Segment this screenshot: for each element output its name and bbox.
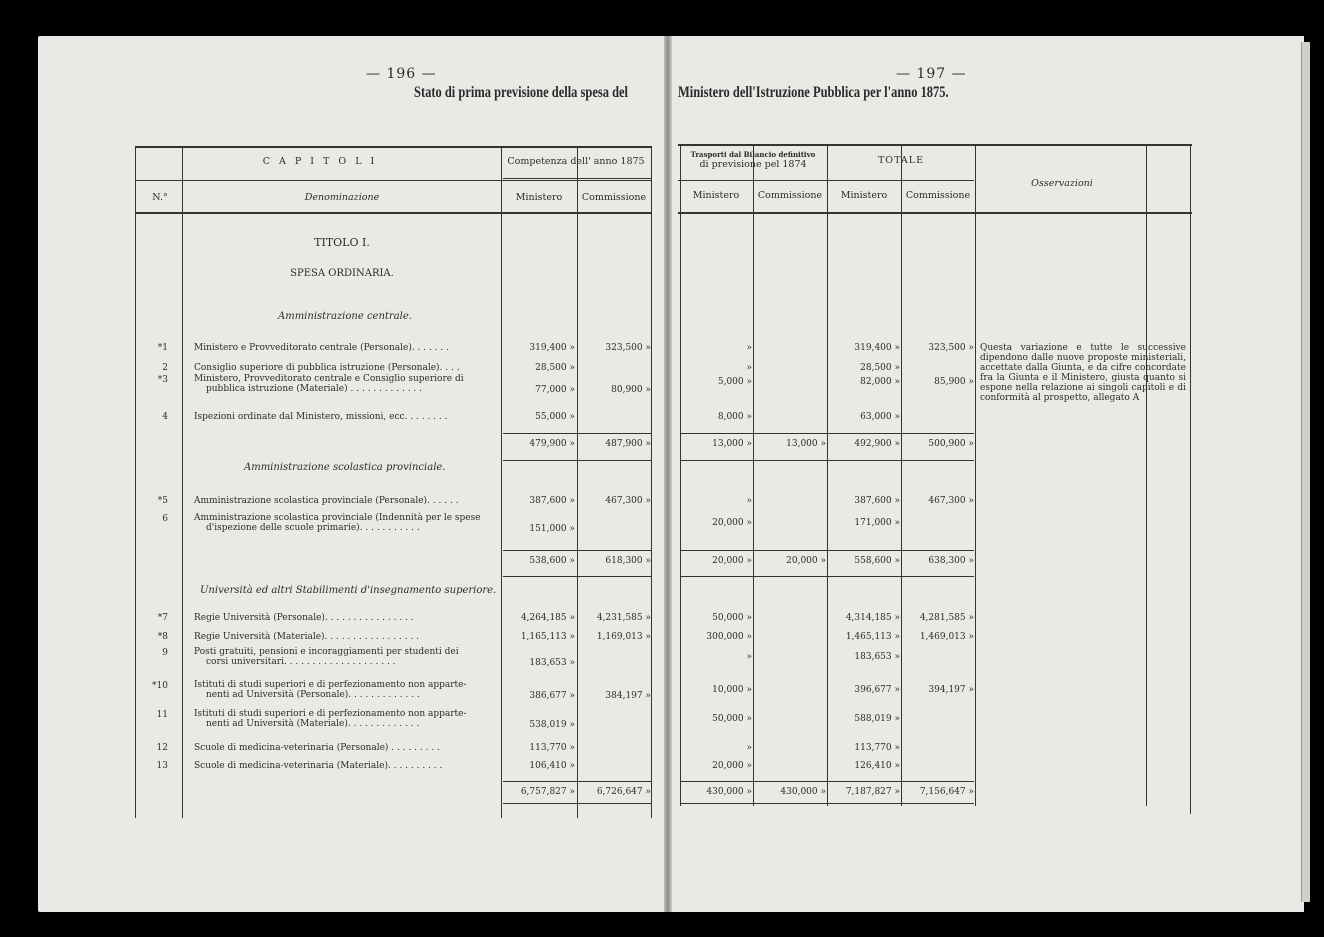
subtotal-rule xyxy=(503,460,651,461)
left-col-line xyxy=(501,146,502,818)
chapter-denominazione: Istituti di studi superiori e di perfezionamento non apparte- xyxy=(194,680,467,690)
competenza-ministero-value: 106,410 » xyxy=(529,761,575,771)
page-edge xyxy=(1301,42,1310,902)
trasporti-ministero-value: 50,000 » xyxy=(712,613,752,623)
left-border xyxy=(135,146,136,818)
competenza-commissione-value: 1,169,013 » xyxy=(596,632,651,642)
competenza-ministero-value: 387,600 » xyxy=(529,496,575,506)
trasporti-ministero-value: » xyxy=(746,363,752,373)
chapter-denominazione-cont: corsi universitari. . . . . . . . . . . . . . . . . . . . xyxy=(206,657,396,667)
totale-ministero-value: 113,770 » xyxy=(854,743,900,753)
titolo-heading: TITOLO I. xyxy=(314,236,370,249)
chapter-denominazione: Scuole di medicina-veterinaria (Personale) . . . . . . . . . xyxy=(194,743,440,753)
competenza-ministero-value: 113,770 » xyxy=(529,743,575,753)
chapter-number: 12 xyxy=(156,743,168,753)
trasporti-ministero-value: 300,000 » xyxy=(706,632,752,642)
left-header-bottom xyxy=(135,212,652,214)
chapter-denominazione: Ministero e Provveditorato centrale (Personale). . . . . . . xyxy=(194,343,450,353)
sum-line xyxy=(503,781,651,782)
sum-line xyxy=(680,550,974,551)
chapter-denominazione: Posti gratuiti, pensioni e incoraggiamenti per studenti dei xyxy=(194,647,459,657)
right-col-line xyxy=(753,146,754,806)
right-page-number: — 197 — xyxy=(896,66,967,82)
chapter-denominazione: Amministrazione scolastica provinciale (Indennità per le spese xyxy=(194,513,481,523)
trasporti-ministero-value: » xyxy=(746,743,752,753)
competenza-commissione-value: 487,900 » xyxy=(605,439,651,449)
header-trasporti-ministero: Ministero xyxy=(692,190,740,201)
header-denominazione: Denominazione xyxy=(304,192,380,203)
trasporti-ministero-value: 13,000 » xyxy=(712,439,752,449)
totale-commissione-value: 85,900 » xyxy=(934,377,974,387)
section-universita: Università ed altri Stabilimenti d'insegnamento superiore. xyxy=(200,585,497,596)
totale-ministero-value: 588,019 » xyxy=(854,714,900,724)
left-col-line xyxy=(182,146,183,818)
left-col-line xyxy=(651,146,652,818)
right-top-border xyxy=(678,144,1192,146)
totale-ministero-value: 63,000 » xyxy=(860,412,900,422)
header-totale-commissione: Commissione xyxy=(905,190,971,201)
competenza-ministero-value: 151,000 » xyxy=(529,524,575,534)
left-title: Stato di prima previsione della spesa del xyxy=(414,84,629,101)
header-competenza: Competenza dell' anno 1875 xyxy=(507,156,645,167)
subtotal-rule xyxy=(680,576,974,577)
right-col-line xyxy=(975,146,976,806)
spesa-heading: SPESA ORDINARIA. xyxy=(290,268,394,279)
totale-ministero-value: 82,000 » xyxy=(860,377,900,387)
observation-note: Questa variazione e tutte le successive dipendono dalle nuove proposte ministeriali, accettate dalla Giunta, e da cifre concordate fra la Giunta e il Ministero, giusta quanto si espone nella relazione ai singoli capitoli e di conformità al prospetto, allegato A xyxy=(980,343,1186,403)
totale-ministero-value: 171,000 » xyxy=(854,518,900,528)
header-num: N.° xyxy=(152,192,168,203)
header-totale-ministero: Ministero xyxy=(840,190,888,201)
book-spine xyxy=(664,36,672,912)
header-totale: TOTALE xyxy=(877,155,925,166)
totale-ministero-value: 183,653 » xyxy=(854,652,900,662)
left-col-line xyxy=(577,146,578,818)
trasporti-ministero-value: 5,000 » xyxy=(717,377,752,387)
left-header-mid xyxy=(135,180,652,181)
subtotal-rule xyxy=(503,576,651,577)
trasporti-commissione-value: 13,000 » xyxy=(786,439,826,449)
chapter-number: *5 xyxy=(157,496,168,506)
totale-commissione-value: 4,281,585 » xyxy=(919,613,974,623)
trasporti-ministero-value: 10,000 » xyxy=(712,685,752,695)
chapter-denominazione: Ministero, Provveditorato centrale e Consiglio superiore di xyxy=(194,374,464,384)
competenza-ministero-value: 55,000 » xyxy=(535,412,575,422)
chapter-denominazione-cont: nenti ad Università (Materiale). . . . . . . . . . . . . xyxy=(206,719,420,729)
sum-line xyxy=(503,550,651,551)
totale-ministero-value: 1,465,113 » xyxy=(845,632,900,642)
chapter-denominazione: Consiglio superiore di pubblica istruzione (Personale). . . . xyxy=(194,363,460,373)
competenza-ministero-value: 6,757,827 » xyxy=(520,787,575,797)
competenza-commissione-value: 6,726,647 » xyxy=(596,787,651,797)
trasporti-ministero-value: » xyxy=(746,343,752,353)
right-header-bottom xyxy=(678,212,1192,214)
trasporti-commissione-value: 20,000 » xyxy=(786,556,826,566)
competenza-commissione-value: 618,300 » xyxy=(605,556,651,566)
trasporti-ministero-value: 50,000 » xyxy=(712,714,752,724)
totale-commissione-value: 323,500 » xyxy=(928,343,974,353)
trasporti-ministero-value: 8,000 » xyxy=(717,412,752,422)
totale-commissione-value: 500,900 » xyxy=(928,439,974,449)
totale-ministero-value: 558,600 » xyxy=(854,556,900,566)
chapter-number: *1 xyxy=(157,343,168,353)
competenza-ministero-value: 538,019 » xyxy=(529,720,575,730)
chapter-denominazione-cont: d'ispezione delle scuole primarie). . . . . . . . . . . xyxy=(206,523,420,533)
chapter-denominazione: Istituti di studi superiori e di perfezionamento non apparte- xyxy=(194,709,467,719)
subtotal-rule xyxy=(680,460,974,461)
totale-ministero-value: 4,314,185 » xyxy=(845,613,900,623)
left-top-border xyxy=(135,146,652,148)
trasporti-ministero-value: 20,000 » xyxy=(712,761,752,771)
totale-ministero-value: 387,600 » xyxy=(854,496,900,506)
open-book xyxy=(38,36,1306,912)
sum-line xyxy=(680,433,974,434)
competenza-commissione-value: 323,500 » xyxy=(605,343,651,353)
chapter-denominazione-cont: nenti ad Università (Personale). . . . . . . . . . . . . xyxy=(206,690,420,700)
header-trasporti-2: di previsione pel 1874 xyxy=(699,159,807,170)
chapter-denominazione: Ispezioni ordinate dal Ministero, missioni, ecc. . . . . . . . xyxy=(194,412,448,422)
totale-ministero-value: 28,500 » xyxy=(860,363,900,373)
trasporti-commissione-value: 430,000 » xyxy=(780,787,826,797)
left-page-number: — 196 — xyxy=(366,66,437,82)
chapter-denominazione: Regie Università (Personale). . . . . . . . . . . . . . . . xyxy=(194,613,414,623)
competenza-commissione-value: 80,900 » xyxy=(611,385,651,395)
trasporti-ministero-value: » xyxy=(746,496,752,506)
chapter-number: 11 xyxy=(156,710,168,720)
chapter-number: *8 xyxy=(157,632,168,642)
totale-ministero-value: 7,187,827 » xyxy=(845,787,900,797)
right-header-mid xyxy=(678,180,974,181)
competenza-ministero-value: 319,400 » xyxy=(529,343,575,353)
totale-ministero-value: 492,900 » xyxy=(854,439,900,449)
chapter-number: 2 xyxy=(162,363,168,373)
totale-ministero-value: 396,677 » xyxy=(854,685,900,695)
trasporti-ministero-value: 430,000 » xyxy=(706,787,752,797)
header-ministero: Ministero xyxy=(515,192,563,203)
header-trasporti-1: Trasporti dal Bilancio definitivo xyxy=(690,150,816,159)
totale-commissione-value: 638,300 » xyxy=(928,556,974,566)
chapter-denominazione: Regie Università (Materiale). . . . . . . . . . . . . . . . . xyxy=(194,632,419,642)
final-rule xyxy=(680,803,974,804)
right-col-line xyxy=(1146,146,1147,806)
right-border xyxy=(1190,144,1191,814)
totale-commissione-value: 7,156,647 » xyxy=(919,787,974,797)
totale-ministero-value: 126,410 » xyxy=(854,761,900,771)
competenza-ministero-value: 1,165,113 » xyxy=(520,632,575,642)
chapter-number: *3 xyxy=(157,375,168,385)
competenza-commissione-value: 384,197 » xyxy=(605,691,651,701)
competenza-ministero-value: 28,500 » xyxy=(535,363,575,373)
totale-commissione-value: 467,300 » xyxy=(928,496,974,506)
header-osservazioni: Osservazioni xyxy=(1031,178,1093,189)
competenza-ministero-value: 386,677 » xyxy=(529,691,575,701)
totale-commissione-value: 1,469,013 » xyxy=(919,632,974,642)
competenza-ministero-value: 4,264,185 » xyxy=(520,613,575,623)
right-col-line xyxy=(901,146,902,806)
header-capitoli: C A P I T O L I xyxy=(262,156,378,167)
trasporti-ministero-value: 20,000 » xyxy=(712,556,752,566)
chapter-number: 6 xyxy=(162,514,168,524)
competenza-commissione-value: 4,231,585 » xyxy=(596,613,651,623)
chapter-number: 4 xyxy=(162,412,168,422)
chapter-denominazione: Amministrazione scolastica provinciale (Personale). . . . . . xyxy=(194,496,459,506)
chapter-denominazione: Scuole di medicina-veterinaria (Materiale). . . . . . . . . . xyxy=(194,761,443,771)
competenza-commissione-value: 467,300 » xyxy=(605,496,651,506)
section-amministrazione-centrale: Amministrazione centrale. xyxy=(278,311,412,322)
sum-line xyxy=(680,781,974,782)
competenza-ministero-value: 77,000 » xyxy=(535,385,575,395)
chapter-number: 13 xyxy=(156,761,168,771)
competenza-ministero-value: 183,653 » xyxy=(529,658,575,668)
chapter-denominazione-cont: pubblica istruzione (Materiale) . . . . . . . . . . . . . xyxy=(206,384,423,394)
competenza-ministero-value: 538,600 » xyxy=(529,556,575,566)
final-rule xyxy=(503,803,651,804)
trasporti-ministero-value: 20,000 » xyxy=(712,518,752,528)
trasporti-ministero-value: » xyxy=(746,652,752,662)
totale-ministero-value: 319,400 » xyxy=(854,343,900,353)
chapter-number: *7 xyxy=(157,613,168,623)
totale-commissione-value: 394,197 » xyxy=(928,685,974,695)
right-col-line xyxy=(680,146,681,806)
right-col-line xyxy=(827,146,828,806)
sum-line xyxy=(503,433,651,434)
chapter-number: *10 xyxy=(152,681,168,691)
right-title: Ministero dell'Istruzione Pubblica per l'anno 1875. xyxy=(678,84,949,101)
header-trasporti-commissione: Commissione xyxy=(757,190,823,201)
competenza-underline xyxy=(503,178,651,179)
chapter-number: 9 xyxy=(162,648,168,658)
section-amministrazione-provinciale: Amministrazione scolastica provinciale. xyxy=(244,462,446,473)
competenza-ministero-value: 479,900 » xyxy=(529,439,575,449)
header-commissione: Commissione xyxy=(581,192,647,203)
